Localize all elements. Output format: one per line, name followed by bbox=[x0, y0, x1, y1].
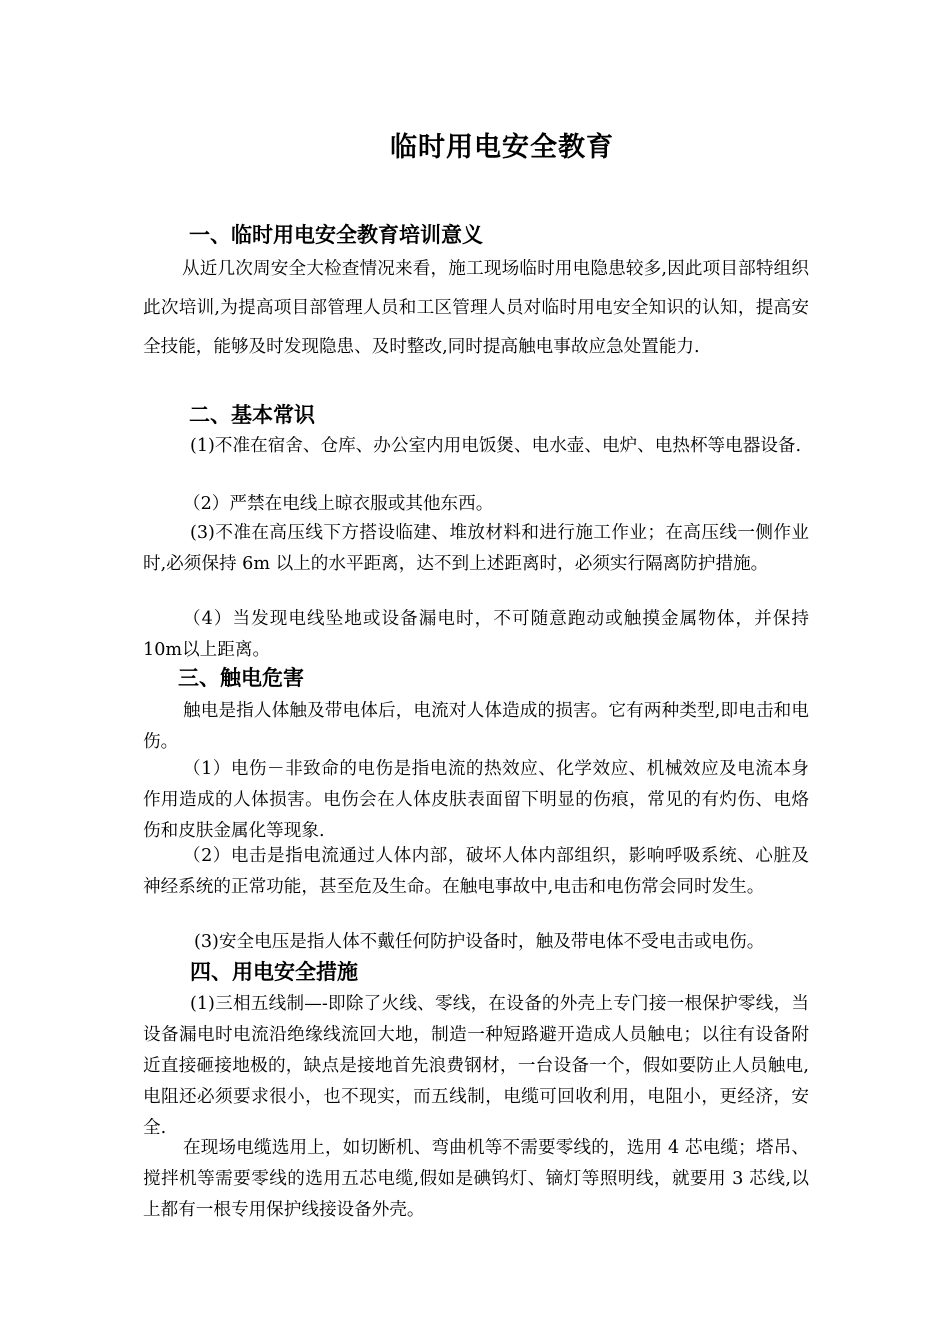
paragraph: （2）电击是指电流通过人体内部，破坏人体内部组织，影响呼吸系统、心脏及神经系统的正常功能，甚至危及生命。在触电事故中,电击和电伤常会同时发生。 bbox=[143, 846, 809, 897]
paragraph: （4）当发现电线坠地或设备漏电时，不可随意跑动或触摸金属物体，并保持10m以上距离。 bbox=[143, 609, 809, 660]
section-heading-3: 三、触电危害 bbox=[178, 666, 304, 690]
paragraph: 从近几次周安全大检查情况来看，施工现场临时用电隐患较多,因此项目部特组织此次培训,为提高项目部管理人员和工区管理人员对临时用电安全知识的认知，提高安全技能，能够及时发现隐患、及时整改,同时提高触电事故应急处置能力. bbox=[143, 259, 809, 357]
section-heading-4: 四、用电安全措施 bbox=[190, 960, 358, 984]
paragraph: 在现场电缆选用上，如切断机、弯曲机等不需要零线的，选用 4 芯电缆；塔吊、搅拌机等需要零线的选用五芯电缆,假如是碘钨灯、镝灯等照明线，就要用 3 芯线,以上都有一根专用保护线接设备外壳。 bbox=[143, 1138, 809, 1220]
section-heading-2: 二、基本常识 bbox=[189, 403, 315, 427]
document-title: 临时用电安全教育 bbox=[390, 132, 614, 163]
paragraph: （1）电伤－非致命的电伤是指电流的热效应、化学效应、机械效应及电流本身作用造成的人体损害。电伤会在人体皮肤表面留下明显的伤痕，常见的有灼伤、电烙伤和皮肤金属化等现象. bbox=[143, 759, 809, 841]
paragraph: （2）严禁在电线上晾衣服或其他东西。 bbox=[183, 494, 494, 514]
paragraph: (3)安全电压是指人体不戴任何防护设备时，触及带电体不受电击或电伤。 bbox=[194, 932, 765, 952]
paragraph: (1)不准在宿舍、仓库、办公室内用电饭煲、电水壶、电炉、电热杯等电器设备. bbox=[190, 436, 802, 456]
paragraph: (1)三相五线制—-即除了火线、零线，在设备的外壳上专门接一根保护零线，当设备漏电时电流沿绝缘线流回大地，制造一种短路避开造成人员触电；以往有设备附近直接砸接地极的，缺点是接地首先浪费钢材，一台设备一个，假如要防止人员触电,电阻还必须要求很小，也不现实，而五线制，电缆可回收利用，电阻小，更经济，安全. bbox=[143, 994, 809, 1138]
section-heading-1: 一、临时用电安全教育培训意义 bbox=[189, 223, 483, 247]
paragraph: (3)不准在高压线下方搭设临建、堆放材料和进行施工作业；在高压线一侧作业时,必须保持 6m 以上的水平距离，达不到上述距离时，必须实行隔离防护措施。 bbox=[143, 523, 809, 574]
paragraph: 触电是指人体触及带电体后，电流对人体造成的损害。它有两种类型,即电击和电伤。 bbox=[143, 701, 809, 752]
